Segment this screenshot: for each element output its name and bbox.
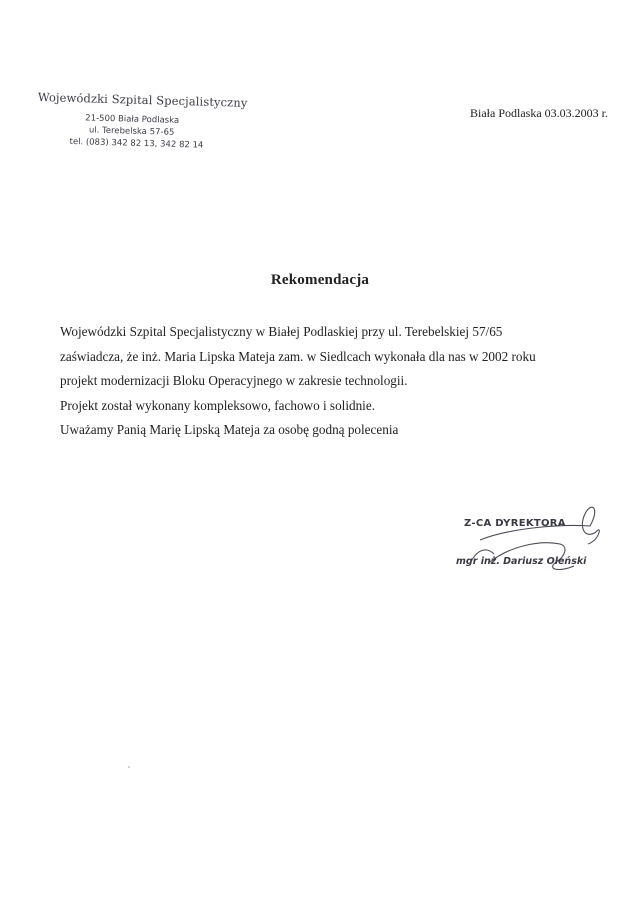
- signatory-name: mgr inż. Dariusz Oleński: [456, 556, 587, 567]
- body-line-5: Uważamy Panią Marię Lipską Mateja za osobę godną polecenia: [60, 422, 399, 437]
- body-line-2: zaświadcza, że inż. Maria Lipska Mateja zam. w Siedlcach wykonała dla nas w 2002 roku: [60, 348, 536, 364]
- body-line-4: Projekt został wykonany kompleksowo, fachowo i solidnie.: [60, 397, 375, 413]
- place-and-date: Biała Podlaska 03.03.2003 r.: [470, 106, 608, 120]
- hospital-stamp: [36, 90, 258, 166]
- body-line-1: Wojewódzki Szpital Specjalistyczny w Białej Podlaskiej przy ul. Terebelskiej 57/65: [60, 324, 503, 339]
- stamp-hospital-name: Wojewódzki Szpital Specjalistyczny: [37, 90, 248, 110]
- stamp-street: ul. Terebelska 57-65: [88, 125, 175, 138]
- document-title: Rekomendacja: [270, 272, 370, 288]
- scan-speck: [128, 766, 130, 768]
- signature-block: [450, 500, 620, 590]
- signatory-role: Z-CA DYREKTORA: [464, 518, 566, 529]
- stamp-postal-city: 21-500 Biała Podlaska: [85, 113, 180, 126]
- body-line-3: projekt modernizacji Bloku Operacyjnego w zakresie technologii.: [60, 373, 408, 388]
- letter-body: [60, 320, 620, 443]
- handwritten-signature: [450, 500, 620, 590]
- stamp-phone: tel. (083) 342 82 13, 342 82 14: [69, 136, 204, 151]
